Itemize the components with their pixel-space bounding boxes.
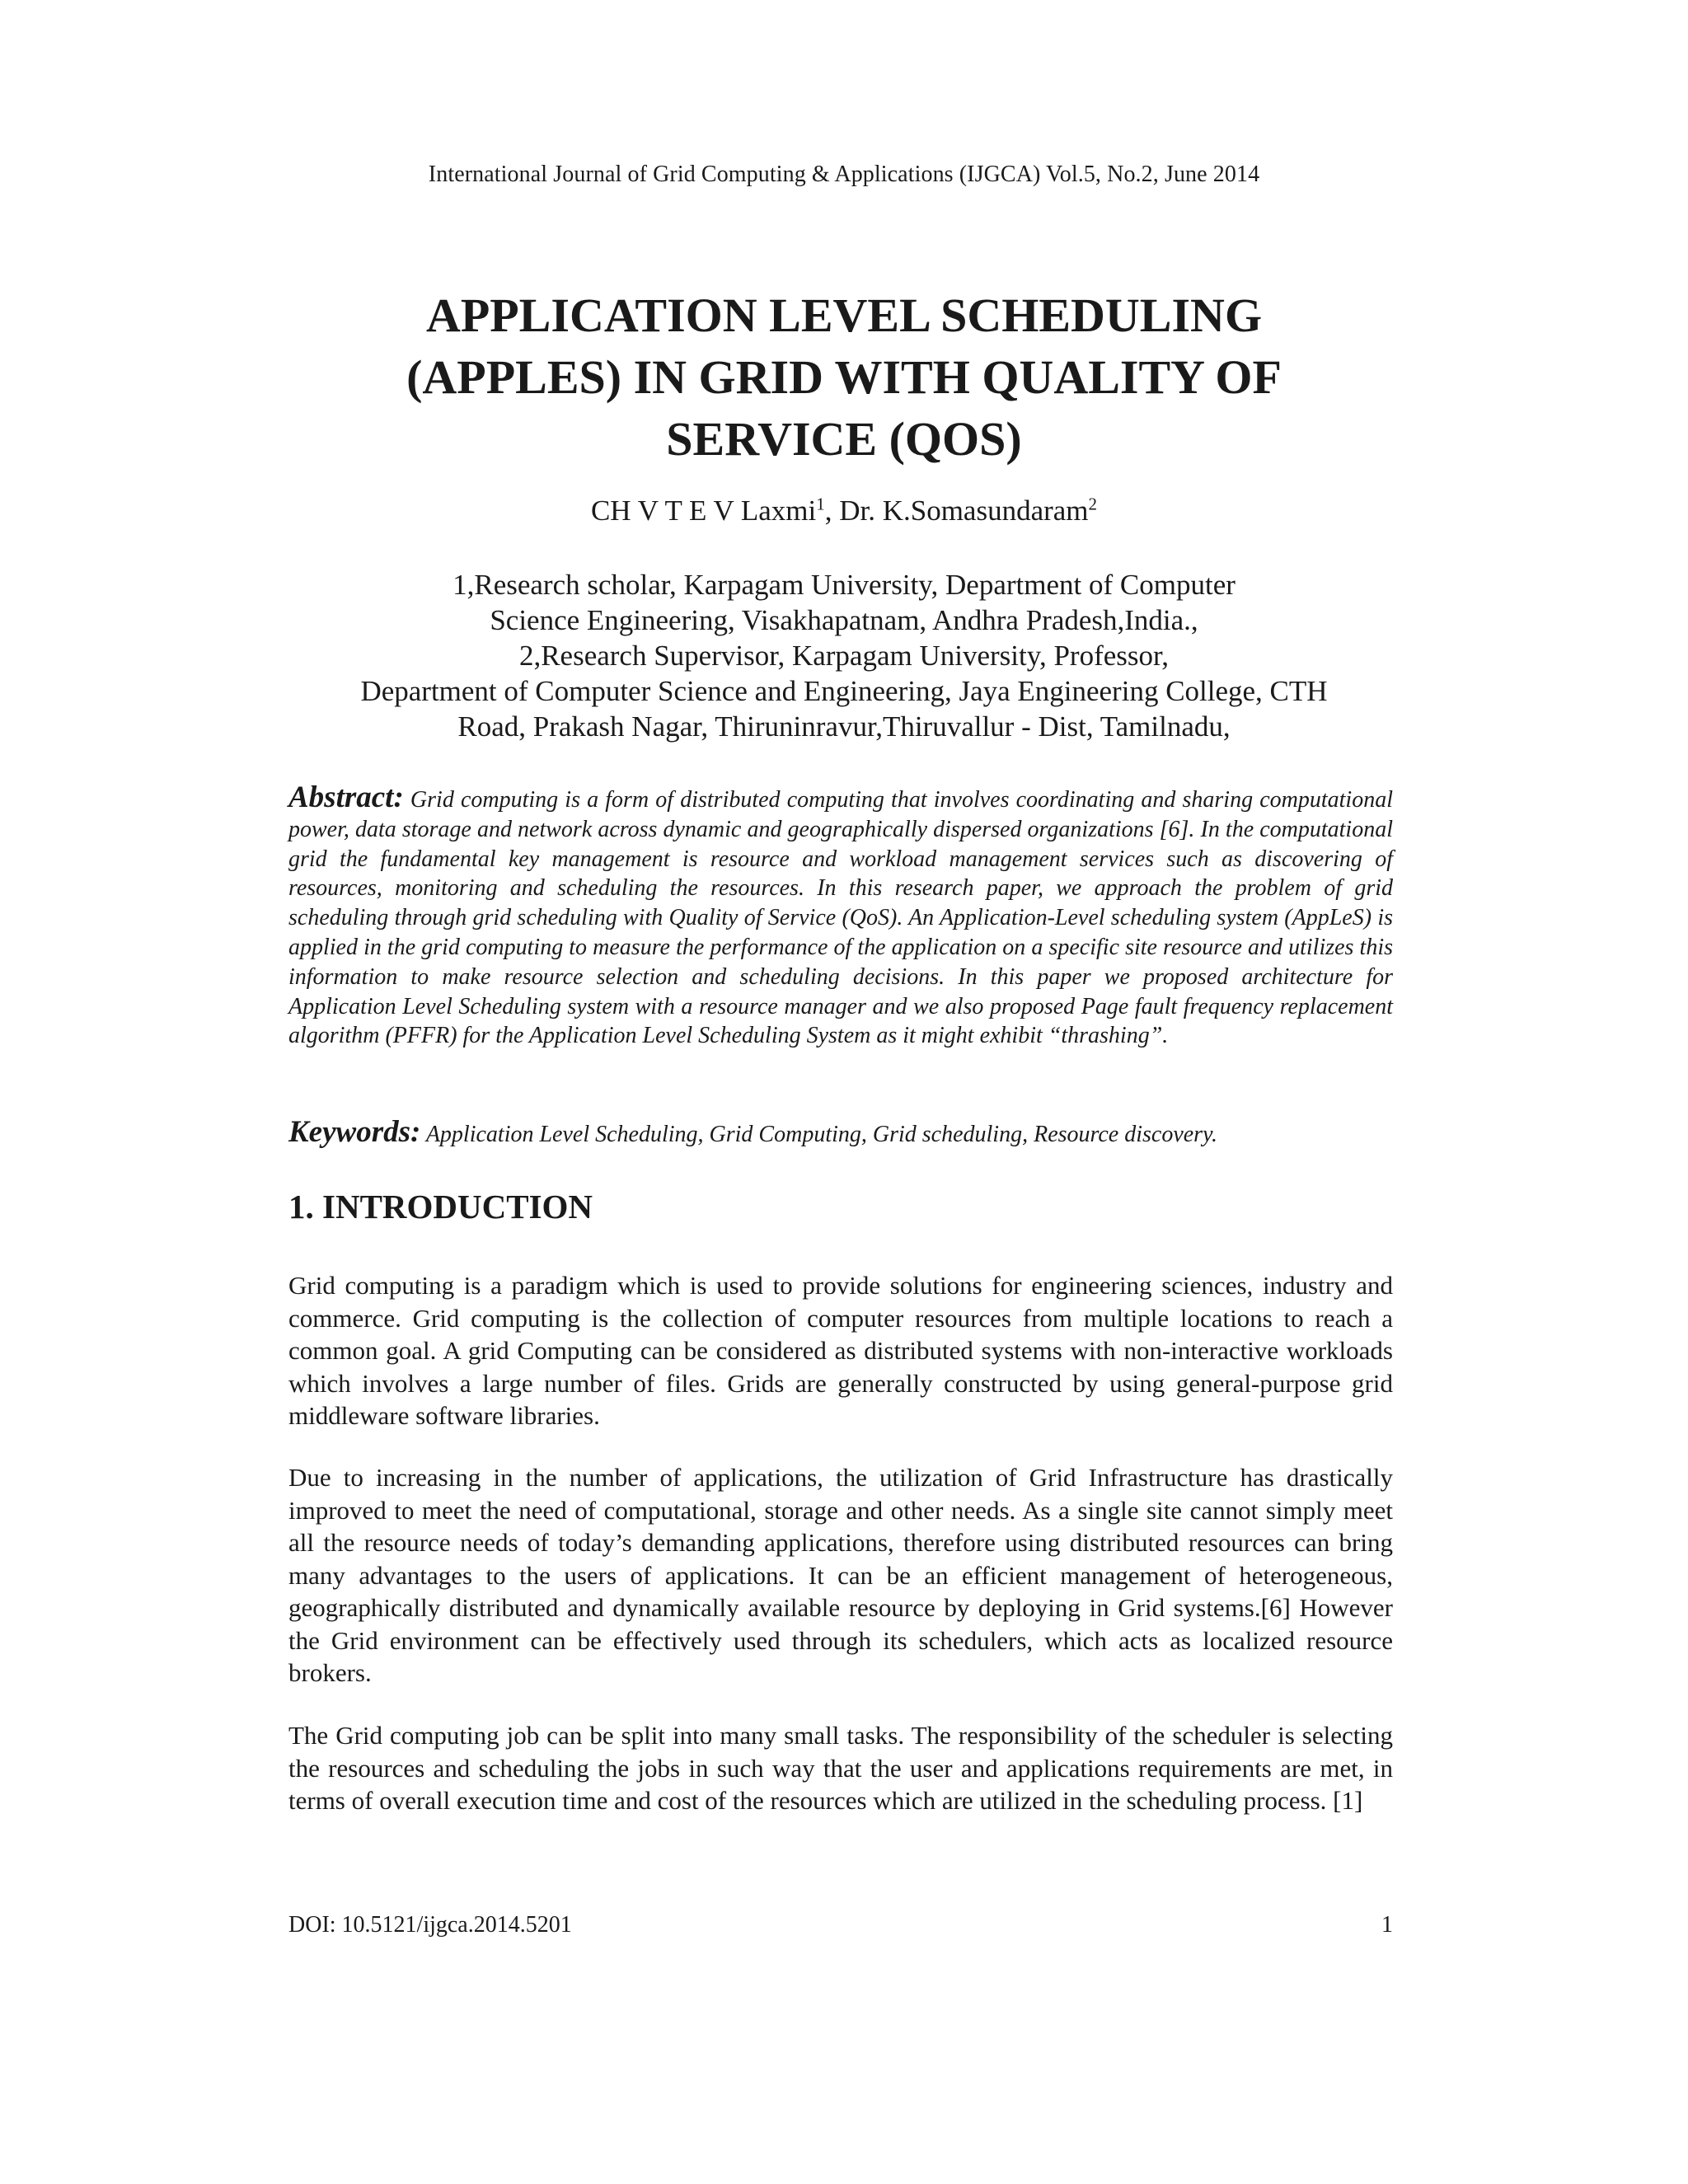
paper-title	[247, 284, 1441, 470]
journal-header: International Journal of Grid Computing & Applications (IJGCA) Vol.5, No.2, June 2014	[428, 162, 1260, 187]
body-paragraph: Due to increasing in the number of applications, the utilization of Grid Infrastructure has drastically improved to meet the need of computational, storage and other needs. As a single site cannot simply meet all the resource needs of today’s demanding applications, therefore using distributed resources can bring many advantages to the users of applications. It can be an efficient management of heterogeneous, geographically distributed and dynamically available resource by deploying in Grid systems.[6] However the Grid environment can be effectively used through its schedulers, which acts as localized resource brokers.	[288, 1463, 1393, 1687]
body-paragraph: Grid computing is a paradigm which is used to provide solutions for engineering sciences, industry and commerce. Grid computing is the collection of computer resources from multiple locations to reach a common goal. A grid Computing can be considered as distributed systems with non-interactive workloads which involves a large number of files. Grids are generally constructed by using general-purpose grid middleware software libraries.	[288, 1271, 1393, 1430]
title-line: APPLICATION LEVEL SCHEDULING	[425, 288, 1263, 342]
affiliation-line: 1,Research scholar, Karpagam University, Department of Computer	[452, 569, 1236, 601]
section-heading: 1. INTRODUCTION	[288, 1188, 593, 1226]
abstract-label: Abstract:	[288, 780, 404, 814]
page-number: 1	[1381, 1912, 1393, 1938]
doi-footer: DOI: 10.5121/ijgca.2014.5201	[288, 1912, 572, 1938]
keywords	[288, 1114, 1393, 1150]
title-line: SERVICE (QOS)	[666, 412, 1022, 466]
author-separator: ,	[824, 494, 840, 527]
affiliation-marker: 2	[1088, 494, 1098, 514]
body-paragraph: The Grid computing job can be split into many small tasks. The responsibility of the scheduler is selecting the resources and scheduling the jobs in such way that the user and applications requirements are met, in terms of overall execution time and cost of the resources which are utilized in the scheduling process. [1]	[288, 1721, 1393, 1815]
author-list	[0, 494, 1688, 527]
keywords-text: Application Level Scheduling, Grid Computing, Grid scheduling, Resource discovery.	[425, 1122, 1217, 1147]
affiliations	[247, 567, 1441, 744]
author-name: Dr. K.Somasundaram	[839, 494, 1089, 527]
affiliation-marker: 1	[816, 494, 825, 514]
affiliation-line: Department of Computer Science and Engineering, Jaya Engineering College, CTH	[360, 675, 1328, 707]
affiliation-line: Science Engineering, Visakhapatnam, Andhra Pradesh,India.,	[490, 604, 1198, 636]
keywords-label: Keywords:	[288, 1115, 421, 1149]
author-name: CH V T E V Laxmi	[590, 494, 817, 527]
abstract	[288, 780, 1393, 1051]
abstract-text: Grid computing is a form of distributed computing that involves coordinating and sharing computational power, data storage and network across dynamic and geographically dispersed organizations [6]. In the computational grid the fundamental key management is resource and workload management services such as discovering of resources, monitoring and scheduling the resources. In this research paper, we approach the problem of grid scheduling through grid scheduling with Quality of Service (QoS). An Application-Level scheduling system (AppLeS) is applied in the grid computing to measure the performance of the application on a specific site resource and utilizes this information to make resource selection and scheduling decisions. In this paper we proposed architecture for Application Level Scheduling system with a resource manager and we also proposed Page fault frequency replacement algorithm (PFFR) for the Application Level Scheduling System as it might exhibit “thrashing”.	[288, 787, 1393, 1049]
title-line: (APPLES) IN GRID WITH QUALITY OF	[406, 350, 1282, 404]
affiliation-line: 2,Research Supervisor, Karpagam University, Professor,	[518, 640, 1170, 672]
affiliation-line: Road, Prakash Nagar, Thiruninravur,Thiruvallur - Dist, Tamilnadu,	[457, 710, 1231, 743]
